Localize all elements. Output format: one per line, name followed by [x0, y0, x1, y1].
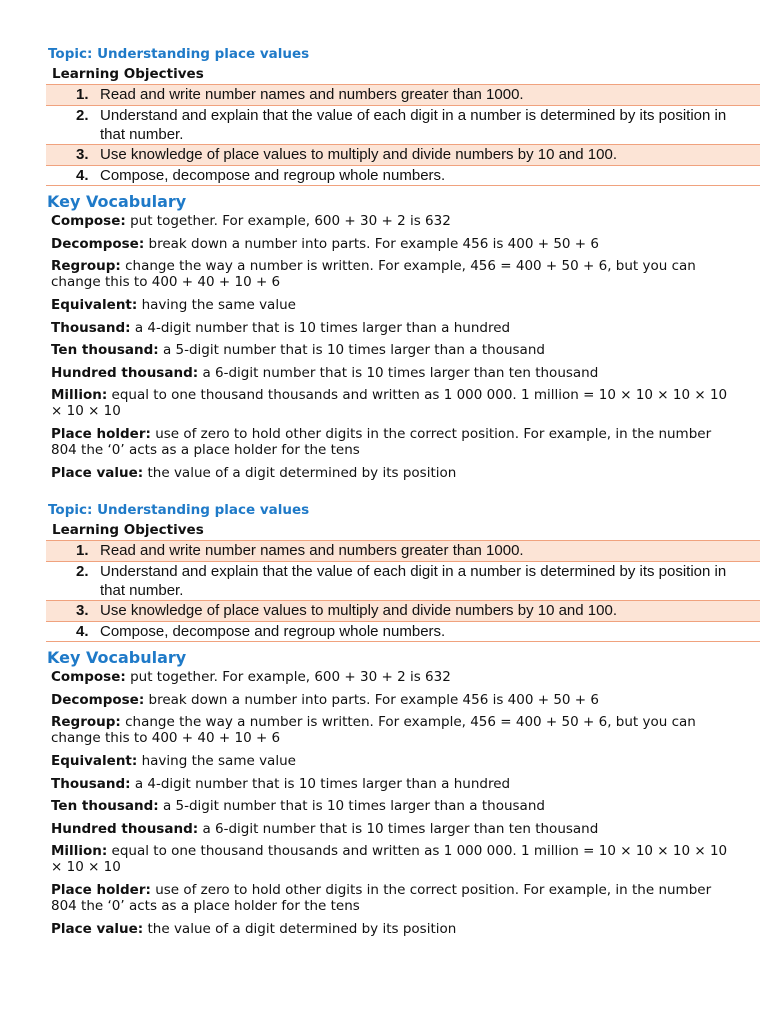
- vocab-term: Hundred thousand:: [51, 820, 199, 837]
- vocab-item: [51, 669, 731, 692]
- vocab-term: Million:: [51, 387, 108, 403]
- vocab-definition: the value of a digit determined by its position: [147, 465, 457, 481]
- objective-number: 3.: [76, 602, 89, 619]
- vocab-term: Compose:: [51, 669, 126, 685]
- vocab-item: [51, 426, 731, 465]
- objective-text: Understand and explain that the value of each digit in a number is determined by its position in that number.: [100, 107, 727, 143]
- objective-item: [46, 540, 760, 561]
- vocab-definition: put together. For example, 600 + 30 + 2 is 632: [130, 213, 451, 229]
- vocab-term: Equivalent:: [51, 297, 138, 313]
- vocab-item: [51, 213, 731, 236]
- vocab-term: Thousand:: [51, 319, 131, 336]
- vocab-term: Regroup:: [51, 714, 121, 730]
- vocab-term: Decompose:: [51, 235, 145, 252]
- vocab-definition: the value of a digit determined by its position: [147, 921, 457, 937]
- vocab-item: [51, 465, 731, 488]
- objectives-list: [46, 84, 760, 186]
- vocab-item: [51, 387, 731, 426]
- objective-text: Use knowledge of place values to multiply and divide numbers by 10 and 100.: [100, 146, 617, 163]
- vocab-definition: break down a number into parts. For example 456 is 400 + 50 + 6: [148, 691, 599, 708]
- objective-text: Understand and explain that the value of each digit in a number is determined by its position in that number.: [100, 563, 727, 599]
- vocab-term: Place value:: [51, 465, 144, 481]
- vocab-item: [51, 342, 731, 365]
- objective-number: 4.: [76, 167, 89, 184]
- vocab-term: Million:: [51, 843, 108, 859]
- vocabulary-list: [51, 669, 731, 944]
- vocab-definition: change the way a number is written. For example, 456 = 400 + 50 + 6, but you can change this to 400 + 40 + 10 + 6: [51, 714, 696, 746]
- vocab-definition: a 4-digit number that is 10 times larger than a hundred: [134, 775, 511, 792]
- objective-number: 3.: [76, 146, 89, 163]
- topic-heading: Topic: Understanding place values: [48, 46, 310, 62]
- objective-text: Compose, decompose and regroup whole numbers.: [100, 167, 446, 184]
- vocabulary-list: [51, 213, 731, 488]
- key-vocabulary-title: Key Vocabulary: [47, 192, 187, 211]
- objective-text: Use knowledge of place values to multiply and divide numbers by 10 and 100.: [100, 602, 617, 619]
- topic-heading: Topic: Understanding place values: [48, 502, 310, 518]
- objective-text: Read and write number names and numbers greater than 1000.: [100, 542, 524, 559]
- objective-number: 2.: [76, 107, 89, 124]
- vocab-item: [51, 821, 731, 844]
- vocab-term: Decompose:: [51, 691, 145, 708]
- vocab-definition: a 6-digit number that is 10 times larger than ten thousand: [202, 364, 599, 381]
- vocab-item: [51, 921, 731, 944]
- vocab-item: [51, 714, 731, 753]
- vocab-item: [51, 692, 731, 715]
- vocab-definition: having the same value: [141, 297, 296, 313]
- vocab-term: Ten thousand:: [51, 342, 159, 358]
- objective-number: 1.: [76, 542, 89, 559]
- vocab-item: [51, 365, 731, 388]
- vocab-definition: having the same value: [141, 753, 296, 769]
- objective-number: 4.: [76, 623, 89, 640]
- objective-item: [46, 144, 760, 165]
- vocab-term: Place value:: [51, 921, 144, 937]
- vocab-definition: a 5-digit number that is 10 times larger than a thousand: [162, 798, 545, 814]
- vocab-definition: a 4-digit number that is 10 times larger than a hundred: [134, 319, 511, 336]
- vocab-item: [51, 297, 731, 320]
- vocab-term: Place holder:: [51, 426, 151, 442]
- vocab-item: [51, 236, 731, 259]
- vocab-item: [51, 320, 731, 343]
- objective-item: [46, 84, 760, 105]
- vocab-definition: break down a number into parts. For example 456 is 400 + 50 + 6: [148, 235, 599, 252]
- objective-number: 2.: [76, 563, 89, 580]
- objective-text: Read and write number names and numbers greater than 1000.: [100, 86, 524, 103]
- vocab-definition: equal to one thousand thousands and written as 1 000 000. 1 million = 10 × 10 × 10 × 10 × 10 × 10: [51, 843, 728, 875]
- vocab-item: [51, 798, 731, 821]
- vocab-definition: put together. For example, 600 + 30 + 2 is 632: [130, 669, 451, 685]
- objective-item: [46, 561, 760, 600]
- objective-text: Compose, decompose and regroup whole numbers.: [100, 623, 446, 640]
- vocab-definition: a 5-digit number that is 10 times larger than a thousand: [162, 342, 545, 358]
- vocab-term: Ten thousand:: [51, 798, 159, 814]
- objective-item: [46, 105, 760, 144]
- objective-number: 1.: [76, 86, 89, 103]
- vocab-definition: use of zero to hold other digits in the correct position. For example, in the number 804 the ‘0’ acts as a place holder for the tens: [51, 426, 712, 458]
- vocab-item: [51, 258, 731, 297]
- vocab-item: [51, 753, 731, 776]
- vocab-term: Hundred thousand:: [51, 364, 199, 381]
- vocab-definition: a 6-digit number that is 10 times larger than ten thousand: [202, 820, 599, 837]
- vocab-definition: change the way a number is written. For example, 456 = 400 + 50 + 6, but you can change this to 400 + 40 + 10 + 6: [51, 258, 696, 290]
- vocab-term: Regroup:: [51, 258, 121, 274]
- objective-item: [46, 600, 760, 621]
- vocab-item: [51, 882, 731, 921]
- vocab-term: Equivalent:: [51, 753, 138, 769]
- vocab-term: Thousand:: [51, 775, 131, 792]
- learning-objectives-title: Learning Objectives: [52, 522, 204, 538]
- vocab-definition: equal to one thousand thousands and written as 1 000 000. 1 million = 10 × 10 × 10 × 10 × 10 × 10: [51, 387, 728, 419]
- vocab-item: [51, 843, 731, 882]
- objective-item: [46, 165, 760, 186]
- vocab-term: Place holder:: [51, 882, 151, 898]
- objective-item: [46, 621, 760, 642]
- learning-objectives-title: Learning Objectives: [52, 66, 204, 82]
- vocab-definition: use of zero to hold other digits in the correct position. For example, in the number 804 the ‘0’ acts as a place holder for the tens: [51, 882, 712, 914]
- objectives-list: [46, 540, 760, 642]
- vocab-item: [51, 776, 731, 799]
- vocab-term: Compose:: [51, 213, 126, 229]
- key-vocabulary-title: Key Vocabulary: [47, 648, 187, 667]
